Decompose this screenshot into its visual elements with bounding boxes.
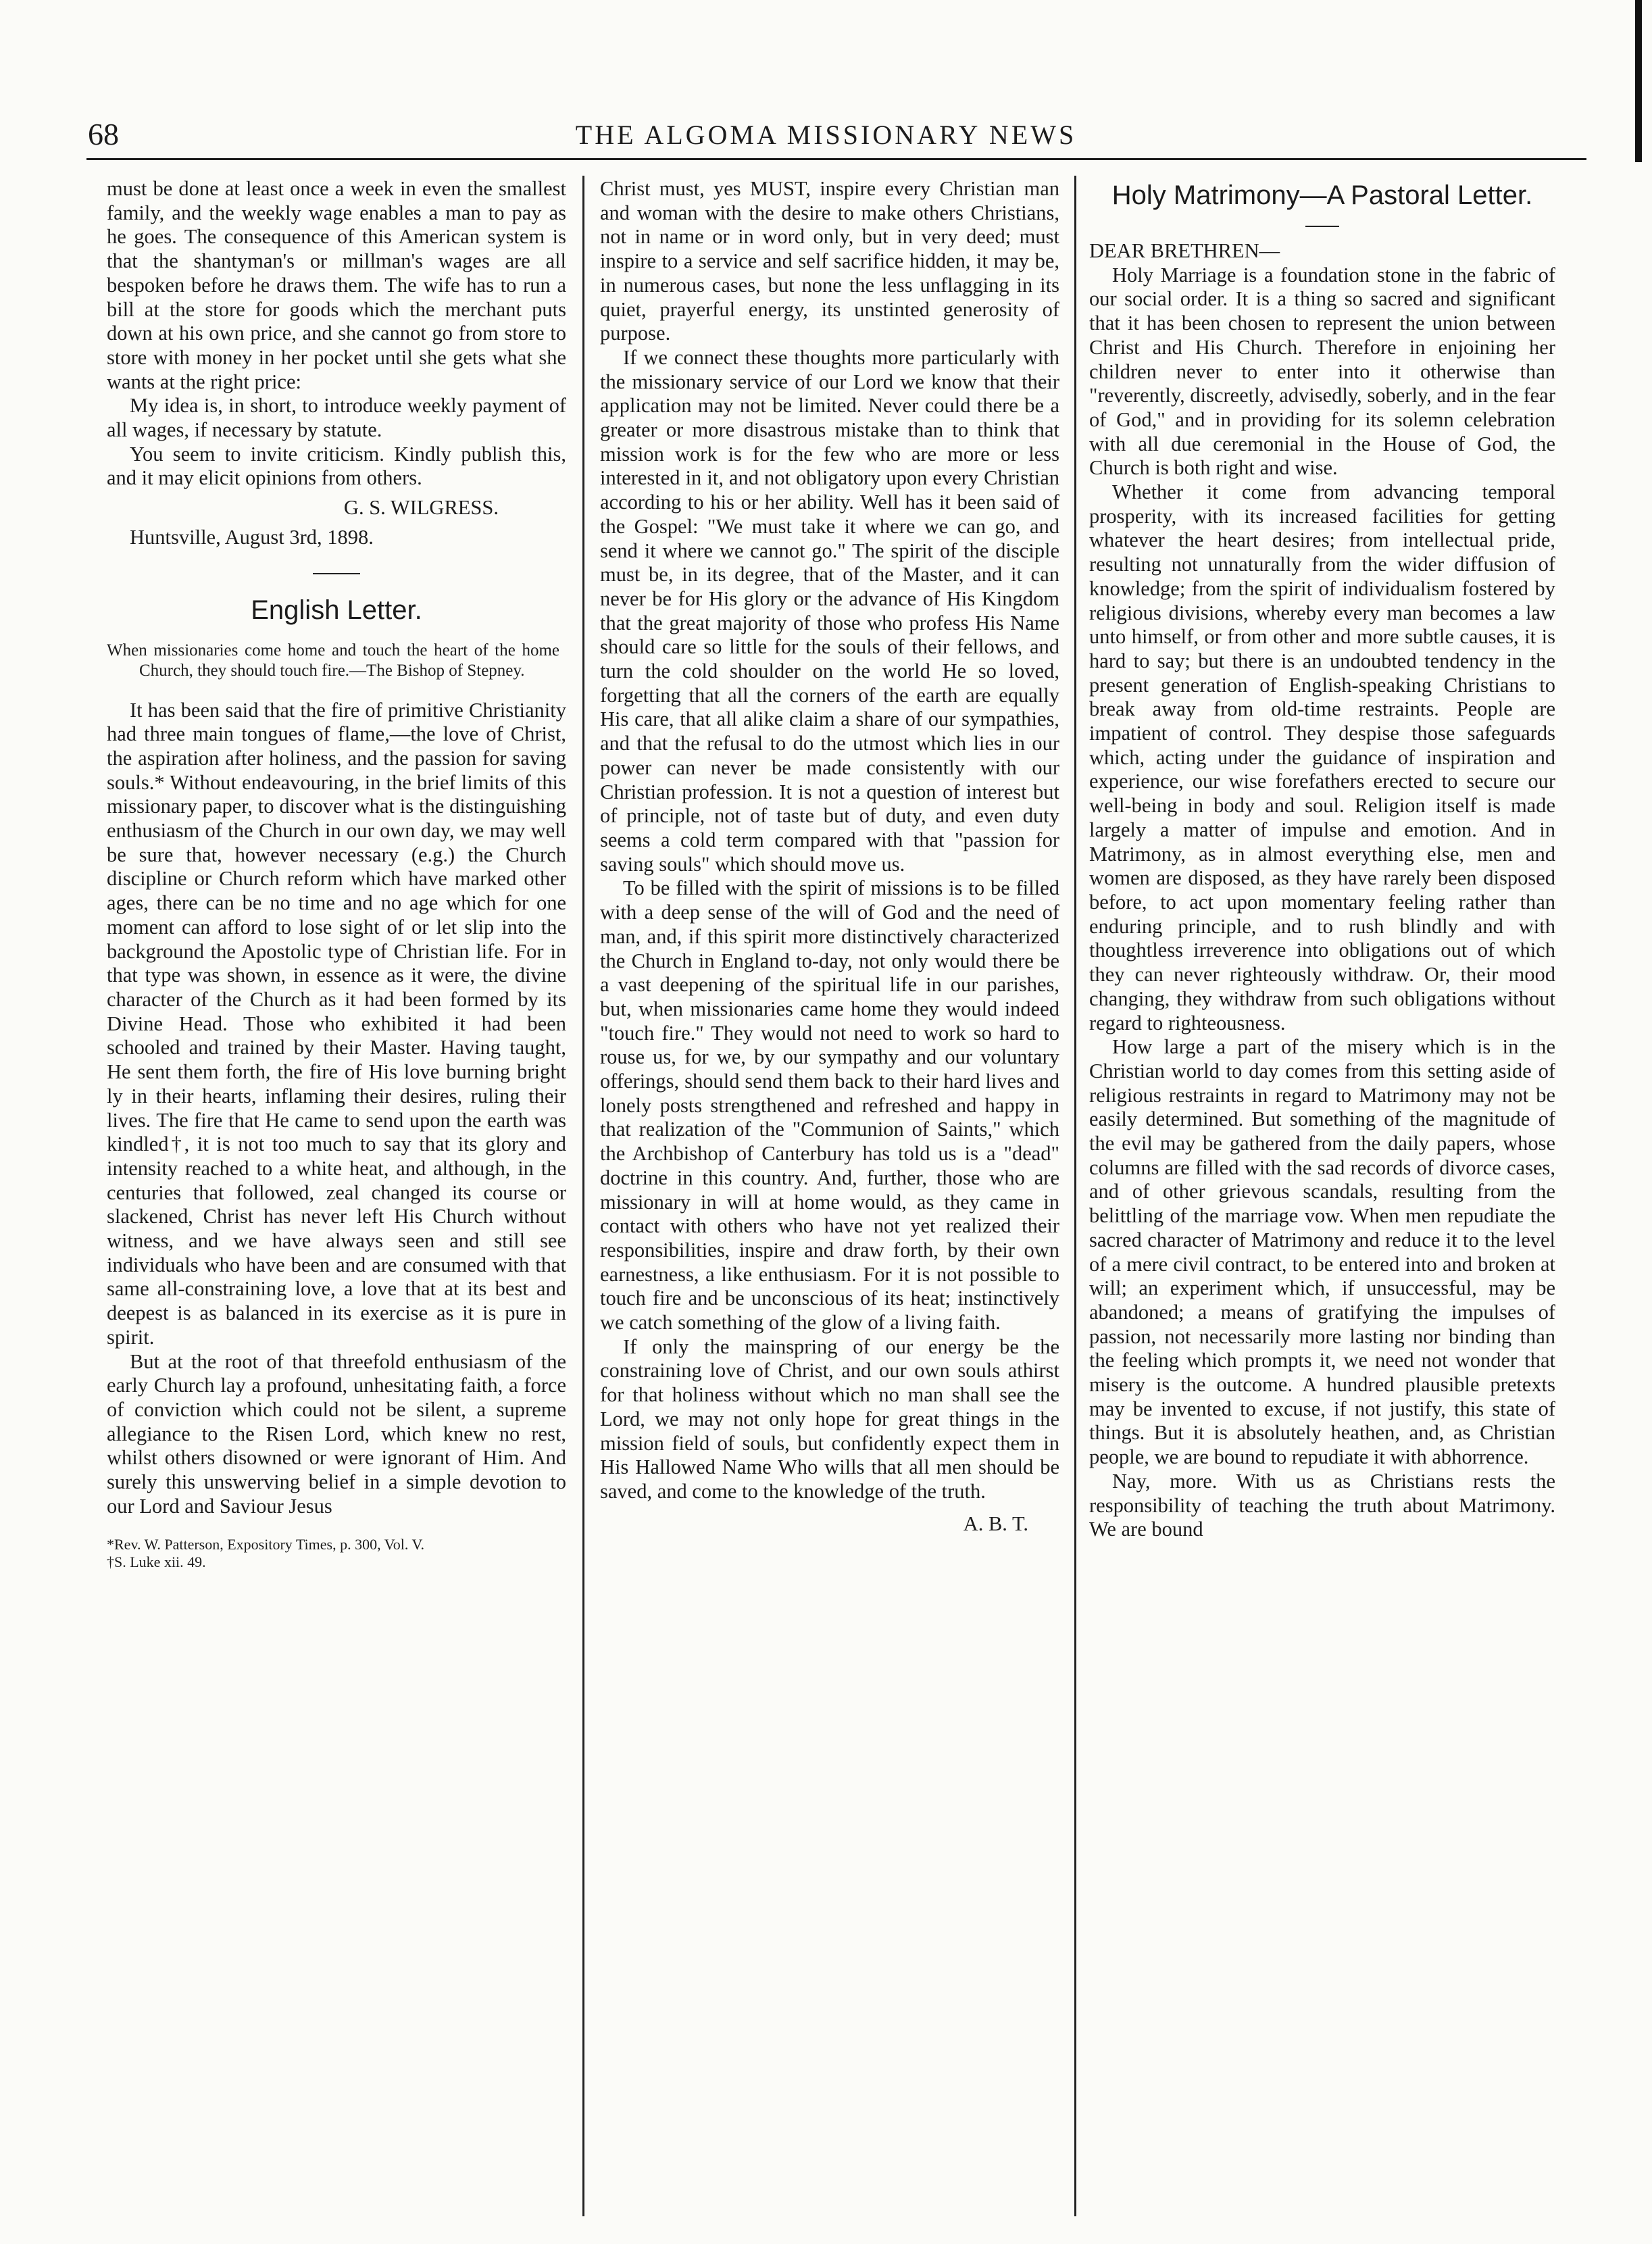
letter-signature: G. S. WILGRESS. [343,496,499,520]
pastoral-paragraph: Whether it come from advancing temporal prosperity, with its increased facilities for getting whatever the heart desires; from intellectual pride, resulting not unnaturally from the wider diffusion of knowledge; from the spirit of individualism fostered by religious divisions, whereby every man becomes a law unto himself, or from other and more subtle causes, it is hard to say; but there is an undoubted tendency in the present generation of English-speaking Christians to break away from old-time restraints. People are impatient of control. They despise those safeguards which, acting under the guidance of inspiration and experience, our wise forefathers erected to secure our well-being in body and soul. Religion itself is made largely a matter of impulse and emotion. And in Matrimony, as in almost everything else, men and women are disposed, as they have rarely been disposed before, to act upon momentary feeling rather than enduring principle, and to rush blindly and with thoughtless irreverence into obligations out of which they can never righteously withdraw. Or, their mood changing, they withdraw from such obligations without regard to righteousness. [1089,480,1555,1034]
letter-paragraph: You seem to invite criticism. Kindly publish this, and it may elicit opinions from others. [107,442,566,490]
english-letter-paragraph: It has been said that the fire of primitive Christianity had three main tongues of flame,—the love of Christ, the aspiration after holiness, and the passion for saving souls.* Without endeavouring, in the brief limits of this missionary paper, to discover what is the distinguishing enthusiasm of the Church in our own day, we may well be sure that, however necessary (e.g.) the Church discipline or Church reform which have marked other ages, there can be no time and no age which for one moment can afford to lose sight of or let slip into the background the Apostolic type of Christian life. For in that type was shown, in essence as it were, the divine character of the Church as it had been formed by its Divine Head. Those who exhibited it had been schooled and trained by their Master. Having taught, He sent them forth, the fire of His love burning bright ly in their hearts, inflaming their desires, ruling their lives. The fire that He came to send upon the earth was kindled†, it is not too much to say that its glory and intensity reached to a white heat, and although, in the centuries that followed, zeal changed its course or slackened, Christ has never left His Church without witness, and we have always seen and still see individuals who have been and are consumed with that same all-constraining love, a love that at its best and deepest is as balanced in its exercise as it is pure in spirit. [107,698,566,1349]
holy-matrimony-title: Holy Matrimony—A Pastoral Letter. [1111,180,1533,210]
letter-place-date: Huntsville, August 3rd, 1898. [130,525,374,549]
column-rule-left [582,176,584,2216]
article-paragraph: If only the mainspring of our energy be the constraining love of Christ, and our own souls athirst for that holiness without which no man shall see the Lord, we may not only hope for great things in the mission field of souls, but confidently expect them in His Hallowed Name Who wills that all men should be saved, and come to the knowledge of the truth. [600,1335,1059,1503]
journal-title: THE ALGOMA MISSIONARY NEWS [575,120,1077,150]
footnote: *Rev. W. Patterson, Expository Times, p. 300, Vol. V. [107,1536,425,1553]
pastoral-paragraph: Nay, more. With us as Christians rests the responsibility of teaching the truth about Matrimony. We are bound [1089,1469,1555,1541]
footnote: †S. Luke xii. 49. [107,1553,206,1571]
article-signature: A. B. T. [963,1512,1028,1535]
margin-mark [1635,0,1642,162]
column-left [107,177,566,2218]
column-right [1089,177,1555,2218]
letter-paragraph: must be done at least once a week in even the smallest family, and the weekly wage enables a man to pay as he goes. The consequence of this American system is that the shantyman's or millman's wages are all bespoken before he draws them. The wife has to run a bill at the store for goods which the merchant puts down at his own price, and she cannot go from store to store with money in her pocket until she gets what she wants at the right price: [107,177,566,393]
section-divider [313,573,360,574]
english-letter-paragraph: But at the root of that threefold enthusiasm of the early Church lay a profound, unhesitating faith, a force of conviction which could not be silent, a supreme allegiance to the Risen Lord, which knew no rest, whilst others disowned or were ignorant of Him. And surely this unswerving belief in a simple devotion to our Lord and Saviour Jesus [107,1349,566,1518]
article-paragraph: Christ must, yes MUST, inspire every Christian man and woman with the desire to make others Christians, not in name or in word only, but in very deed; must inspire to a service and self sacrifice hidden, it may be, in numerous cases, but none the less unflagging in its quiet, prayerful energy, its unstinted generosity of purpose. [600,177,1059,345]
article-paragraph: If we connect these thoughts more particularly with the missionary service of our Lord we know that their application may not be limited. Never could there be a greater or more disastrous mistake than to think that mission work is for the few who are more or less interested in it, and not obligatory upon every Christian according to his or her ability. Well has it been said of the Gospel: "We must take it where we can go, and send it where we cannot go." The spirit of the disciple must be, in its degree, that of the Master, and it can never be for His glory or the advance of His Kingdom that the great majority of those who profess His Name should care so little for the souls of their fellows, and turn the cold shoulder on the world He so loved, forgetting that all the corners of the earth are equally His care, that all alike claim a share of our sympathies, and that the refusal to do the utmost which lies in our power can never be made consistently with our Christian profession. It is not a question of interest but of principle, not of taste but of duty, and even duty seems a cold term compared with that "passion for saving souls" which should move us. [600,345,1059,876]
footnotes [107,1536,566,1571]
article-paragraph: To be filled with the spirit of missions is to be filled with a deep sense of the will of God and the need of man, and, if this spirit more distinctively characterized the Church in England to-day, not only would there be a vast deepening of the spiritual life in our parishes, but, when missionaries came home they would indeed "touch fire." They would not need to work so hard to rouse us, for we, by our sympathy and our voluntary offerings, should send them back to their hard lives and lonely posts strengthened and refreshed and happy in that realization of the "Communion of Saints," which the Archbishop of Canterbury has told us is a "dead" doctrine in this country. And, further, those who are missionary in will at home would, as they came in contact with others who have not yet realized their responsibilities, inspire and draw forth, by their own earnestness, a like enthusiasm. For it is not possible to touch fire and be unconscious of its heat; instinctively we catch something of the glow of a living faith. [600,876,1059,1335]
column-middle [600,177,1059,2218]
english-letter-title: English Letter. [251,595,422,625]
english-letter-epigraph: When missionaries come home and touch the heart of the home Church, they should touch fire.—The Bishop of Stepney. [107,641,559,680]
column-rule-right [1074,176,1076,2216]
letter-paragraph: My idea is, in short, to introduce weekly payment of all wages, if necessary by statute. [107,394,566,442]
pastoral-paragraph: Holy Marriage is a foundation stone in the fabric of our social order. It is a thing so sacred and significant that it has been chosen to represent the union between Christ and His Church. Therefore in enjoining her children never to enter into it otherwise than "reverently, discreetly, advisedly, soberly, and in the fear of God," and in providing for its solemn celebration with all due ceremonial in the House of God, the Church is both right and wise. [1089,263,1555,480]
section-divider [1305,226,1339,227]
page-number: 68 [88,117,119,151]
pastoral-paragraph: How large a part of the misery which is in the Christian world to day comes from this setting aside of religious restraints in regard to Matrimony may not be easily determined. But something of the magnitude of the evil may be gathered from the daily papers, whose columns are filled with the sad records of divorce cases, and of other grievous scandals, resulting from the belittling of the marriage vow. When men repudiate the sacred character of Matrimony and reduce it to the level of a mere civil contract, to be entered into and broken at will; an experiment which, if unsuccessful, may be abandoned; a means of gratifying the impulses of passion, not necessarily more lasting nor binding than the feeling which prompts it, we need not wonder that misery is the outcome. A hundred plausible pretexts may be invented to excuse, if not justify, this state of things. But it is absolutely heathen, and, as Christian people, we are bound to repudiate it with abhorrence. [1089,1035,1555,1469]
salutation: DEAR BRETHREN— [1089,239,1280,262]
header-rule [86,158,1586,160]
